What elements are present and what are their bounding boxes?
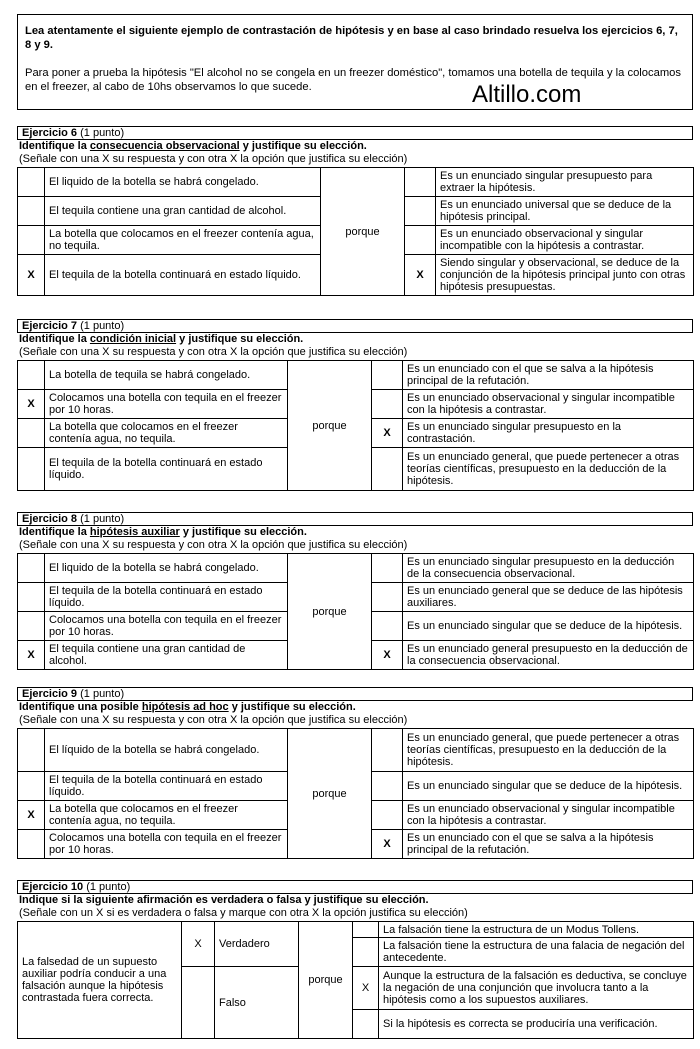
left-mark-cell[interactable]: X bbox=[18, 390, 45, 419]
right-mark-cell[interactable] bbox=[372, 612, 403, 641]
exercise-number: Ejercicio 7 bbox=[22, 320, 78, 332]
left-option: El tequila de la botella continuará en estado líquido. bbox=[45, 772, 288, 801]
right-mark-cell[interactable] bbox=[353, 922, 379, 938]
left-option: El tequila de la botella continuará en estado líquido. bbox=[45, 448, 288, 491]
exercise-points: (1 punto) bbox=[80, 320, 125, 332]
right-mark-cell[interactable] bbox=[372, 729, 403, 772]
exercise-instruction: Indique si la siguiente afirmación es verdadera o falsa y justifique su elección. bbox=[19, 894, 429, 906]
left-mark-cell[interactable] bbox=[18, 612, 45, 641]
exercise-6 bbox=[17, 126, 693, 296]
porque-label: porque bbox=[288, 729, 372, 859]
left-mark-cell[interactable] bbox=[18, 554, 45, 583]
right-mark-cell[interactable]: X bbox=[372, 641, 403, 670]
right-option: Es un enunciado observacional y singular incompatible con la hipótesis a contrastar. bbox=[436, 226, 694, 255]
exercise-9 bbox=[17, 687, 693, 859]
porque-label: porque bbox=[288, 361, 372, 491]
right-mark-cell[interactable]: X bbox=[353, 967, 379, 1010]
left-mark-cell[interactable]: X bbox=[18, 255, 45, 296]
right-mark-cell[interactable] bbox=[372, 390, 403, 419]
exercise-title bbox=[17, 319, 693, 333]
left-mark-cell[interactable] bbox=[18, 197, 45, 226]
left-option: El tequila de la botella continuará en estado líquido. bbox=[45, 583, 288, 612]
statement-cell: La falsedad de un supuesto auxiliar podría conducir a una falsación aunque la hipótesis contrastada fuera correcta. bbox=[18, 922, 182, 1039]
right-option: Es un enunciado general presupuesto en la deducción de la consecuencia observacional. bbox=[403, 641, 694, 670]
right-option: Es un enunciado general, que puede pertenecer a otras teorías científicas, presupuesto en la deducción de la hipótesis. bbox=[403, 729, 694, 772]
left-mark-cell[interactable]: X bbox=[18, 641, 45, 670]
right-mark-cell[interactable] bbox=[353, 938, 379, 967]
answer-table bbox=[17, 553, 694, 670]
left-option: La botella de tequila se habrá congelado. bbox=[45, 361, 288, 390]
left-mark-cell[interactable] bbox=[18, 448, 45, 491]
right-option: Es un enunciado singular presupuesto en la deducción de la consecuencia observacional. bbox=[403, 554, 694, 583]
exercise-number: Ejercicio 8 bbox=[22, 513, 78, 525]
exercise-points: (1 punto) bbox=[80, 127, 125, 139]
right-option: Es un enunciado con el que se salva a la hipótesis principal de la refutación. bbox=[403, 830, 694, 859]
left-option: El líquido de la botella se habrá congelado. bbox=[45, 729, 288, 772]
answer-table bbox=[17, 728, 694, 859]
intro-lead: Lea atentamente el siguiente ejemplo de contrastación de hipótesis y en base al caso brindado resuelva los ejercicios 6, 7, 8 y 9. bbox=[25, 25, 678, 51]
exercise-8 bbox=[17, 512, 693, 670]
exercise-7 bbox=[17, 319, 693, 491]
right-option: La falsación tiene la estructura de una falacia de negación del antecedente. bbox=[379, 938, 694, 967]
left-option: El tequila contiene una gran cantidad de alcohol. bbox=[45, 197, 321, 226]
right-option: Si la hipótesis es correcta se produciría una verificación. bbox=[379, 1010, 694, 1039]
right-mark-cell[interactable] bbox=[372, 801, 403, 830]
exercise-instruction: Identifique la condición inicial y justifique su elección. bbox=[19, 333, 304, 345]
left-mark-cell[interactable] bbox=[18, 168, 45, 197]
porque-label: porque bbox=[299, 922, 353, 1039]
right-mark-cell[interactable] bbox=[405, 168, 436, 197]
left-mark-cell[interactable] bbox=[18, 772, 45, 801]
exercise-note: (Señale con una X su respuesta y con otra X la opción que justifica su elección) bbox=[19, 714, 408, 726]
right-mark-cell[interactable] bbox=[372, 554, 403, 583]
exercise-points: (1 punto) bbox=[80, 688, 125, 700]
right-option: Es un enunciado universal que se deduce de la hipótesis principal. bbox=[436, 197, 694, 226]
right-option: Aunque la estructura de la falsación es deductiva, se concluye la negación de una conjunción que involucra tanto a la hipótesis como a los supuestos auxiliares. bbox=[379, 967, 694, 1010]
exercise-title bbox=[17, 512, 693, 526]
false-mark-cell[interactable] bbox=[182, 967, 215, 1039]
left-option: El tequila de la botella continuará en estado líquido. bbox=[45, 255, 321, 296]
left-mark-cell[interactable]: X bbox=[18, 801, 45, 830]
right-mark-cell[interactable] bbox=[353, 1010, 379, 1039]
left-mark-cell[interactable] bbox=[18, 419, 45, 448]
right-mark-cell[interactable] bbox=[405, 226, 436, 255]
exercise-points: (1 punto) bbox=[80, 513, 125, 525]
right-option: Es un enunciado singular presupuesto para extraer la hipótesis. bbox=[436, 168, 694, 197]
false-option: Falso bbox=[215, 967, 299, 1039]
right-option: Es un enunciado general, que puede pertenecer a otras teorías científicas, presupuesto en la deducción de la hipótesis. bbox=[403, 448, 694, 491]
left-option: La botella que colocamos en el freezer contenía agua, no tequila. bbox=[45, 419, 288, 448]
right-option: Siendo singular y observacional, se deduce de la conjunción de la hipótesis principal junto con otras hipótesis presupuestas. bbox=[436, 255, 694, 296]
right-option: Es un enunciado observacional y singular incompatible con la hipótesis a contrastar. bbox=[403, 390, 694, 419]
true-mark-cell[interactable]: X bbox=[182, 922, 215, 967]
exercise-title bbox=[17, 687, 693, 701]
watermark: Altillo.com bbox=[472, 81, 582, 108]
right-mark-cell[interactable] bbox=[372, 583, 403, 612]
answer-table bbox=[17, 167, 694, 296]
right-mark-cell[interactable]: X bbox=[405, 255, 436, 296]
left-mark-cell[interactable] bbox=[18, 729, 45, 772]
right-mark-cell[interactable] bbox=[405, 197, 436, 226]
exercise-title bbox=[17, 880, 693, 894]
exercise-note: (Señale con una X su respuesta y con otra X la opción que justifica su elección) bbox=[19, 153, 408, 165]
exercise-10 bbox=[17, 880, 693, 1039]
left-option: Colocamos una botella con tequila en el freezer por 10 horas. bbox=[45, 830, 288, 859]
left-option: El tequila contiene una gran cantidad de alcohol. bbox=[45, 641, 288, 670]
left-mark-cell[interactable] bbox=[18, 226, 45, 255]
exercise-number: Ejercicio 9 bbox=[22, 688, 78, 700]
right-option: La falsación tiene la estructura de un Modus Tollens. bbox=[379, 922, 694, 938]
left-mark-cell[interactable] bbox=[18, 830, 45, 859]
answer-table bbox=[17, 360, 694, 491]
exercise-title bbox=[17, 126, 693, 140]
exercise-number: Ejercicio 10 bbox=[22, 881, 84, 893]
right-mark-cell[interactable] bbox=[372, 772, 403, 801]
exercise-instruction: Identifique la hipótesis auxiliar y justifique su elección. bbox=[19, 526, 307, 538]
left-option: El liquido de la botella se habrá congelado. bbox=[45, 554, 288, 583]
true-option: Verdadero bbox=[215, 922, 299, 967]
left-option: La botella que colocamos en el freezer contenía agua, no tequila. bbox=[45, 226, 321, 255]
left-mark-cell[interactable] bbox=[18, 583, 45, 612]
intro-box bbox=[17, 14, 693, 110]
right-option: Es un enunciado general que se deduce de las hipótesis auxiliares. bbox=[403, 583, 694, 612]
left-option: Colocamos una botella con tequila en el freezer por 10 horas. bbox=[45, 390, 288, 419]
right-option: Es un enunciado singular que se deduce de la hipótesis. bbox=[403, 612, 694, 641]
exercise-points: (1 punto) bbox=[86, 881, 131, 893]
answer-table bbox=[17, 921, 694, 1039]
left-mark-cell[interactable] bbox=[18, 361, 45, 390]
right-option: Es un enunciado singular presupuesto en la contrastación. bbox=[403, 419, 694, 448]
exercise-instruction: Identifique la consecuencia observacional y justifique su elección. bbox=[19, 140, 367, 152]
porque-label: porque bbox=[321, 168, 405, 296]
left-option: El liquido de la botella se habrá congelado. bbox=[45, 168, 321, 197]
exercise-note: (Señale con una X su respuesta y con otra X la opción que justifica su elección) bbox=[19, 539, 408, 551]
right-mark-cell[interactable] bbox=[372, 361, 403, 390]
right-option: Es un enunciado singular que se deduce de la hipótesis. bbox=[403, 772, 694, 801]
intro-body: Para poner a prueba la hipótesis "El alcohol no se congela en un freezer doméstico", tomamos una botella de tequila y la colocamos en el freezer, al cabo de 10hs observamos lo que sucede. bbox=[25, 67, 681, 93]
left-option: Colocamos una botella con tequila en el freezer por 10 horas. bbox=[45, 612, 288, 641]
porque-label: porque bbox=[288, 554, 372, 670]
exercise-note: (Señale con una X su respuesta y con otra X la opción que justifica su elección) bbox=[19, 346, 408, 358]
right-mark-cell[interactable]: X bbox=[372, 419, 403, 448]
exercise-number: Ejercicio 6 bbox=[22, 127, 78, 139]
right-option: Es un enunciado observacional y singular incompatible con la hipótesis a contrastar. bbox=[403, 801, 694, 830]
exercise-instruction: Identifique una posible hipótesis ad hoc y justifique su elección. bbox=[19, 701, 356, 713]
right-option: Es un enunciado con el que se salva a la hipótesis principal de la refutación. bbox=[403, 361, 694, 390]
exercise-note: (Señale con un X si es verdadera o falsa y marque con otra X la opción justifica su elección) bbox=[19, 907, 468, 919]
right-mark-cell[interactable] bbox=[372, 448, 403, 491]
left-option: La botella que colocamos en el freezer contenía agua, no tequila. bbox=[45, 801, 288, 830]
right-mark-cell[interactable]: X bbox=[372, 830, 403, 859]
